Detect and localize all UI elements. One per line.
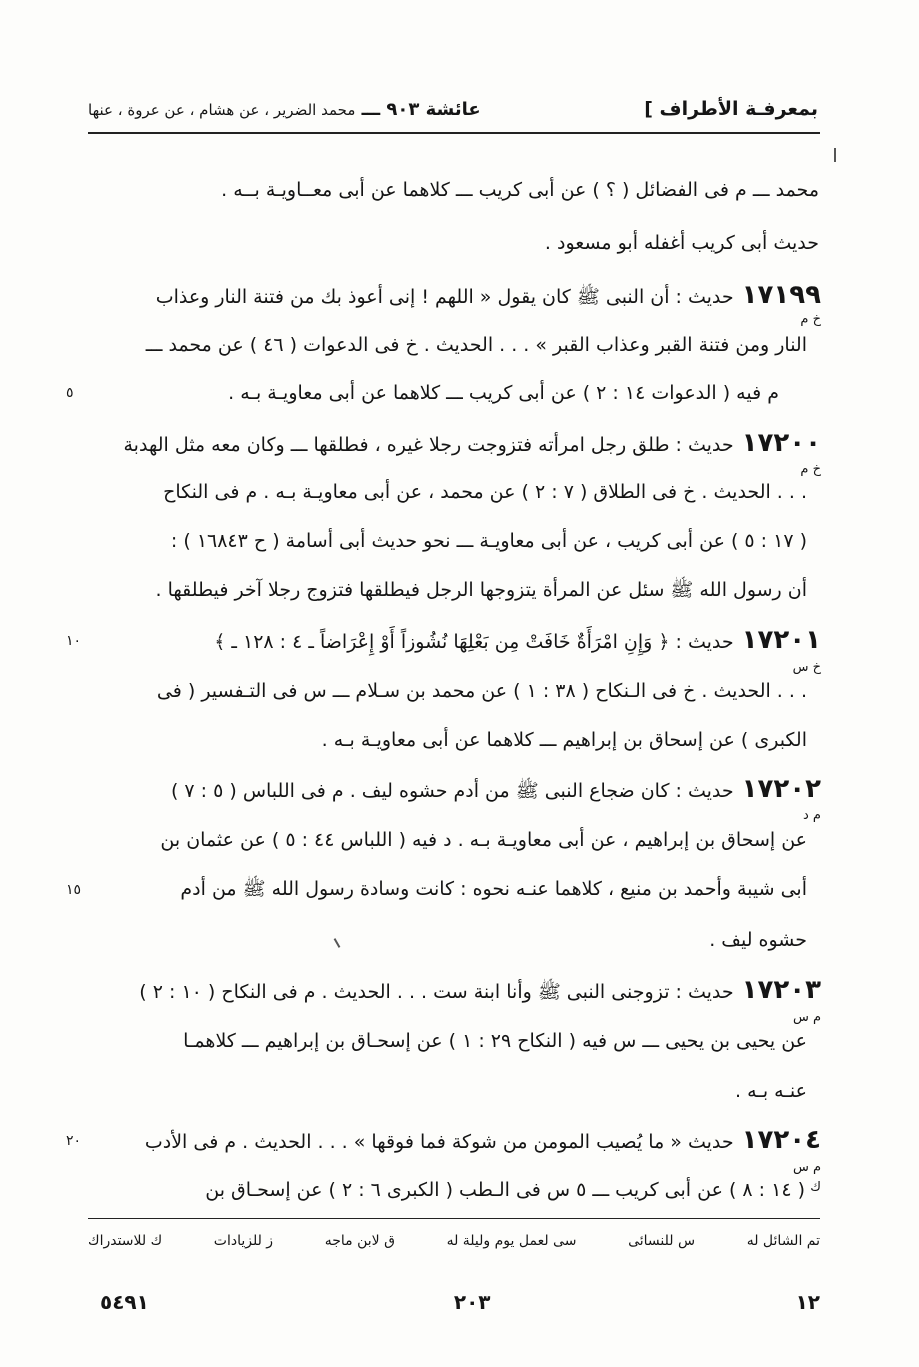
footnote-item: تم الشائل له bbox=[746, 1233, 820, 1249]
header-section-number: عائشة ٩٠٣ ـــ bbox=[361, 98, 481, 120]
page-footer bbox=[100, 1290, 820, 1320]
text-line: الكبرى ) عن إسحاق بن إبراهيم ـــ كلاهما عن أبى معاويـة بـه . bbox=[321, 729, 807, 751]
footnote-item: ك للاستدراك bbox=[88, 1233, 163, 1249]
margin-code: خ س bbox=[792, 660, 821, 675]
hadith-number: ١٧٢٠١ bbox=[741, 625, 821, 655]
hadith-text: حديث « ما يُصيب المومن من شوكة فما فوقها » . . . الحديث . م فى الأدب bbox=[144, 1131, 734, 1153]
footnote-item: سى لعمل يوم وليلة له bbox=[446, 1233, 577, 1249]
footnote-item: ز للزيادات bbox=[213, 1233, 274, 1249]
header-section bbox=[88, 99, 481, 120]
footnote-legend bbox=[88, 1233, 820, 1249]
hadith-17201-line-1 bbox=[214, 625, 821, 655]
line-number: ٢٠ bbox=[66, 1133, 82, 1149]
quran-verse: حديث : ﴿ وَإِنِ امْرَأَةٌ خَافَتْ مِن بَعْلِهَا نُشُوزاً أَوْ إِعْرَاضاً ـ ٤ : ١٢٨ ـ ﴾ bbox=[214, 631, 734, 653]
scan-speck bbox=[834, 148, 836, 162]
running-header bbox=[88, 88, 818, 130]
page-number: ٢٠٣ bbox=[453, 1290, 491, 1314]
line-number: ١٥ bbox=[66, 882, 82, 898]
text-line: أن رسول الله ﷺ سئل عن المرأة يتزوجها الرجل فيطلقها فتزوج رجلا آخر فيطلقها . bbox=[155, 579, 807, 601]
hadith-number: ١٧٢٠٤ bbox=[741, 1125, 821, 1155]
hadith-17204-line-1 bbox=[145, 1125, 821, 1155]
margin-code: ك bbox=[810, 1180, 821, 1195]
header-rule bbox=[88, 132, 820, 134]
line-number: ٥ bbox=[66, 385, 74, 401]
line-number: ١٠ bbox=[66, 633, 82, 649]
margin-code: م د bbox=[803, 808, 821, 823]
hadith-17199-line-1 bbox=[156, 280, 821, 310]
margin-code: م س bbox=[792, 1160, 821, 1175]
text-line: محمد ـــ م فى الفضائل ( ؟ ) عن أبى كريب ـــ كلاهما عن أبى معــاويـة بــه . bbox=[221, 179, 819, 201]
hadith-17203-line-1 bbox=[139, 975, 821, 1005]
scan-speck bbox=[334, 938, 341, 948]
header-section-chain: محمد الضرير ، عن هشام ، عن عروة ، عنها bbox=[88, 100, 356, 119]
text-line: حديث أبى كريب أغفله أبو مسعود . bbox=[544, 232, 819, 254]
hadith-text: حديث : كان ضجاع النبى ﷺ من أدم حشوه ليف . م فى اللباس ( ٥ : ٧ ) bbox=[170, 780, 734, 802]
volume-number: ١٢ bbox=[795, 1290, 820, 1314]
margin-code: خ م bbox=[800, 312, 821, 327]
text-line: . . . الحديث . خ فى الطلاق ( ٧ : ٢ ) عن محمد ، عن أبى معاويـة بـه . م فى النكاح bbox=[163, 481, 807, 503]
sequence-number: ٥٤٩١ bbox=[100, 1290, 149, 1314]
footnote-item: س للنسائى bbox=[628, 1233, 696, 1249]
hadith-17200-line-1 bbox=[124, 428, 822, 458]
header-book-title: بمعرفـة الأطراف ] bbox=[644, 98, 818, 120]
hadith-17202-line-1 bbox=[171, 774, 821, 804]
text-line: حشوه ليف . bbox=[709, 929, 807, 951]
hadith-number: ١٧٢٠٢ bbox=[741, 774, 821, 804]
margin-code: م س bbox=[792, 1010, 821, 1025]
hadith-text: حديث : تزوجنى النبى ﷺ وأنا ابنة ست . . . الحديث . م فى النكاح ( ١٠ : ٢ ) bbox=[139, 981, 734, 1003]
hadith-text: حديث : أن النبى ﷺ كان يقول « اللهم ! إنى أعوذ بك من فتنة النار وعذاب bbox=[155, 286, 734, 308]
hadith-number: ١٧٢٠٠ bbox=[741, 428, 821, 458]
text-line: ( ١٧ : ٥ ) عن أبى كريب ، عن أبى معاويـة ـــ نحو حديث أبى أسامة ( ح ١٦٨٤٣ ) : bbox=[170, 530, 807, 552]
margin-code: خ م bbox=[800, 462, 821, 477]
footnote-item: ق لابن ماجه bbox=[324, 1233, 395, 1249]
hadith-number: ١٧١٩٩ bbox=[741, 280, 821, 310]
text-line: عنـه بـه . bbox=[735, 1080, 807, 1102]
text-line: م فيه ( الدعوات ١٤ : ٢ ) عن أبى كريب ـــ كلاهما عن أبى معاويـة بـه . bbox=[228, 382, 779, 404]
hadith-text: حديث : طلق رجل امرأته فتزوجت رجلا غيره ، فطلقها ـــ وكان معه مثل الهدبة bbox=[123, 434, 734, 456]
footnote-rule bbox=[88, 1218, 820, 1219]
hadith-number: ١٧٢٠٣ bbox=[741, 975, 821, 1005]
text-line: أبى شيبة وأحمد بن منيع ، كلاهما عنـه نحوه : كانت وسادة رسول الله ﷺ من أدم bbox=[180, 878, 807, 900]
text-line: النار ومن فتنة القبر وعذاب القبر » . . . الحديث . خ فى الدعوات ( ٤٦ ) عن محمد ـــ bbox=[145, 334, 807, 356]
text-line: ( ١٤ : ٨ ) عن أبى كريب ـــ ٥ س فى الـطب ( الكبرى ٦ : ٢ ) عن إسحـاق بن bbox=[205, 1179, 805, 1201]
text-line: عن إسحاق بن إبراهيم ، عن أبى معاويـة بـه . د فيه ( اللباس ٤٤ : ٥ ) عن عثمان بن bbox=[160, 829, 807, 851]
text-line: . . . الحديث . خ فى الـنكاح ( ٣٨ : ١ ) عن محمد بن سـلام ـــ س فى التـفسير ( فى bbox=[156, 680, 807, 702]
text-line: عن يحيى بن يحيى ـــ س فيه ( النكاح ٢٩ : ١ ) عن إسحـاق بن إبراهيم ـــ كلاهمـا bbox=[183, 1030, 807, 1052]
